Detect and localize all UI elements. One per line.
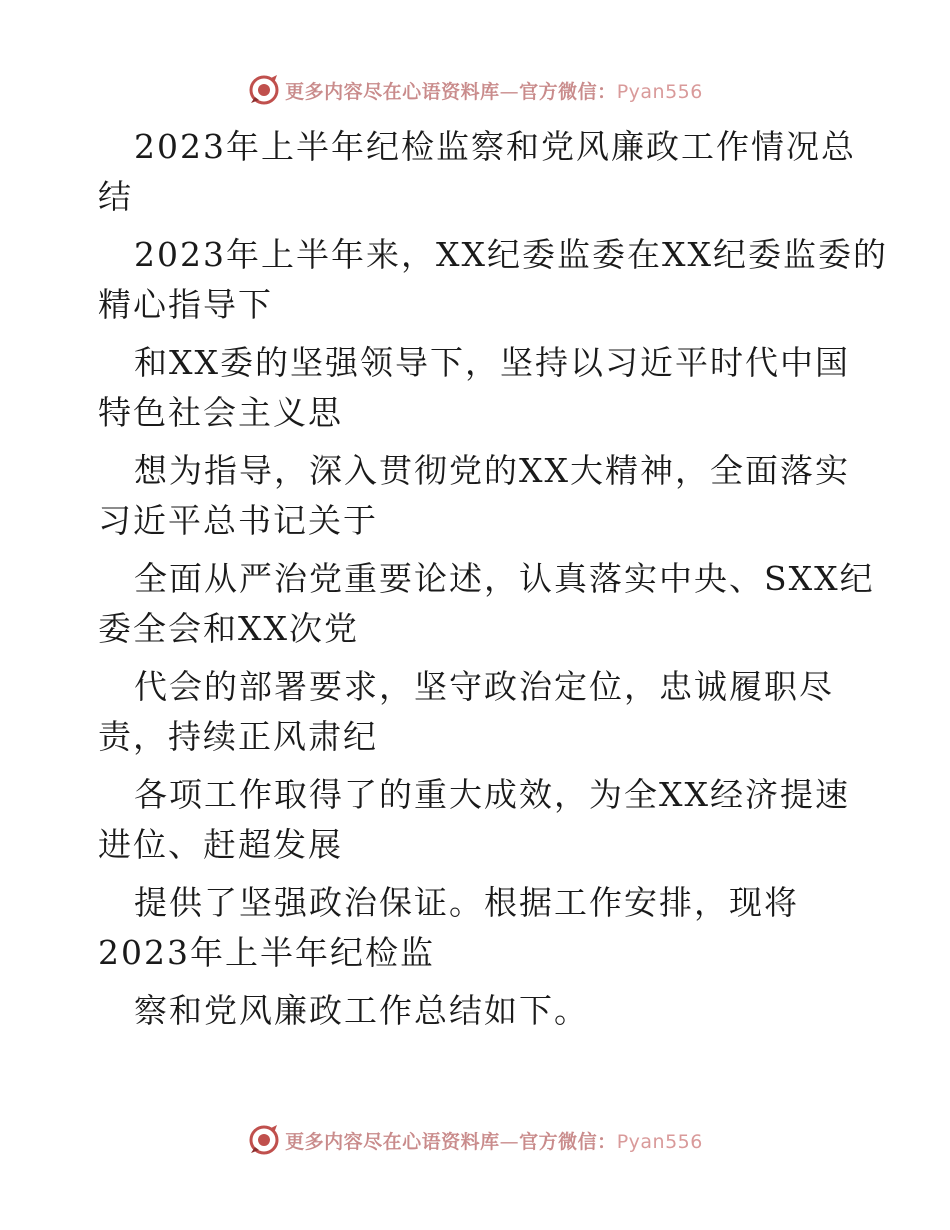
- document-body: [98, 122, 888, 1036]
- library-logo-icon: [247, 73, 281, 107]
- footer-banner-wechat-id: Pyan556: [616, 1130, 703, 1153]
- footer-banner-text: [285, 1127, 703, 1154]
- footer-banner: [0, 1120, 950, 1160]
- library-logo-icon: [247, 1123, 281, 1157]
- header-banner-official: 官方微信：: [519, 80, 617, 103]
- doc-line-4: 精心指导下: [98, 285, 273, 324]
- doc-line-17: 察和党风廉政工作总结如下。: [134, 991, 589, 1030]
- header-banner-text: [285, 77, 703, 104]
- doc-line-6: 特色社会主义思: [98, 393, 343, 432]
- doc-line-14: 进位、赶超发展: [98, 825, 343, 864]
- header-banner: [0, 70, 950, 110]
- doc-line-9: 全面从严治党重要论述，认真落实中央、SXX纪: [134, 559, 875, 598]
- doc-line-5: 和XX委的坚强领导下，坚持以习近平时代中国: [134, 343, 850, 382]
- footer-banner-official: 官方微信：: [519, 1130, 617, 1153]
- doc-line-1: 2023年上半年纪检监察和党风廉政工作情况总: [134, 127, 856, 166]
- doc-line-7: 想为指导，深入贯彻党的XX大精神，全面落实: [134, 451, 850, 490]
- header-banner-dash: —: [499, 80, 520, 103]
- header-banner-wechat-id: Pyan556: [616, 80, 703, 103]
- doc-line-15: 提供了坚强政治保证。根据工作安排，现将: [134, 883, 799, 922]
- doc-line-8: 习近平总书记关于: [98, 501, 378, 540]
- doc-line-16: 2023年上半年纪检监: [98, 933, 435, 972]
- doc-line-10: 委全会和XX次党: [98, 609, 359, 648]
- doc-line-13: 各项工作取得了的重大成效，为全XX经济提速: [134, 775, 850, 814]
- header-banner-main: 更多内容尽在心语资料库: [285, 80, 500, 103]
- doc-line-3: 2023年上半年来，XX纪委监委在XX纪委监委的: [134, 235, 888, 274]
- footer-banner-main: 更多内容尽在心语资料库: [285, 1130, 500, 1153]
- doc-line-11: 代会的部署要求，坚守政治定位，忠诚履职尽: [134, 667, 834, 706]
- doc-line-12: 责，持续正风肃纪: [98, 717, 378, 756]
- footer-banner-dash: —: [499, 1130, 520, 1153]
- doc-line-2: 结: [98, 177, 133, 216]
